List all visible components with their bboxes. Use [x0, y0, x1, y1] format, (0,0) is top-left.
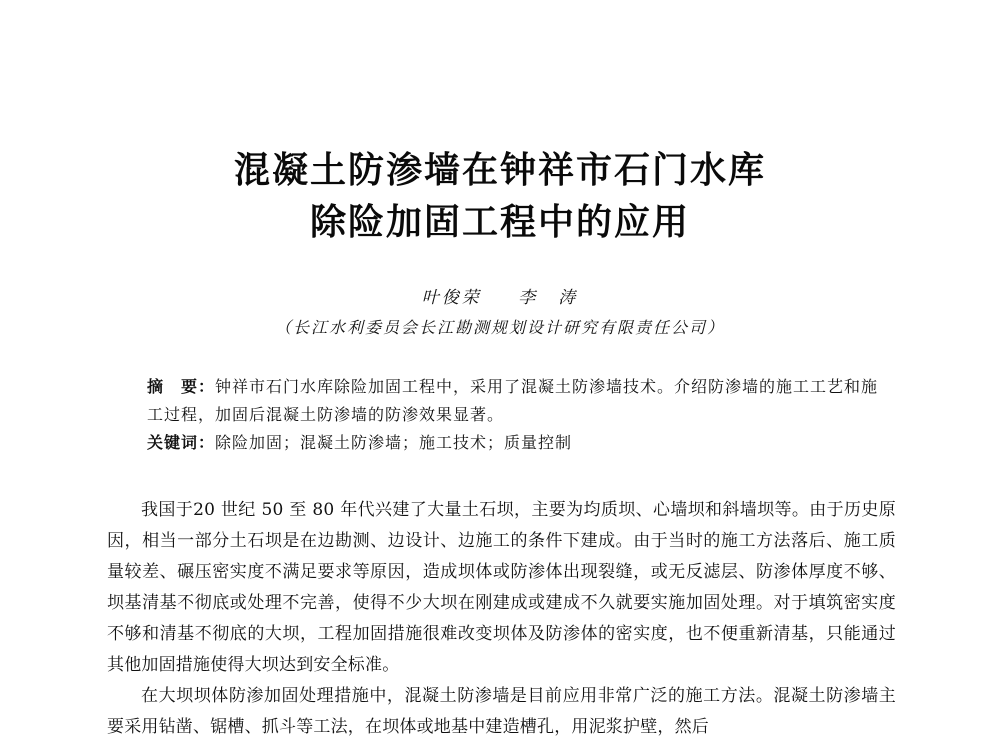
author-affiliation: （长江水利委员会长江勘测规划设计研究有限责任公司） — [274, 318, 725, 337]
body-paragraph: 在大坝坝体防渗加固处理措施中，混凝土防渗墙是目前应用非常广泛的施工方法。混凝土防渗墙主要采用钻凿、锯槽、抓斗等工法，在坝体或地基中建造槽孔，用泥浆护壁，然后 — [107, 686, 896, 737]
keywords-text: 除险加固；混凝土防渗墙；施工技术；质量控制 — [215, 433, 573, 452]
abstract-text: 钟祥市石门水库除险加固工程中，采用了混凝土防渗墙技术。介绍防渗墙的施工工艺和施工过程，加固后混凝土防渗墙的防渗效果显著。 — [147, 377, 879, 424]
keywords — [147, 430, 572, 453]
author-name: 李 涛 — [518, 288, 579, 308]
abstract-paragraph — [107, 373, 894, 429]
body-paragraph: 我国于20 世纪 50 至 80 年代兴建了大量土石坝，主要为均质坝、心墙坝和斜墙坝等。由于历史原因，相当一部分土石坝是在边勘测、边设计、边施工的条件下建成。由于当时的施工方法落后、施工质量较差、碾压密实度不满足要求等原因，造成坝体或防渗体出现裂缝，或无反滤层、防渗体厚度不够、坝基清基不彻底或处理不完善，使得不少大坝在刚建成或建成不久就要实施加固处理。对于填筑密实度不够和清基不彻底的大坝，工程加固措施很难改变坝体及防渗体的密实度，也不便重新清基，只能通过其他加固措施使得大坝达到安全标准。 — [107, 500, 896, 675]
paper-title-line-2: 除险加固工程中的应用 — [309, 202, 690, 243]
author-list — [0, 283, 1000, 308]
abstract — [107, 373, 894, 429]
abstract-label: 摘 要： — [147, 377, 216, 396]
author-name: 叶俊荣 — [421, 288, 482, 308]
paper-title-line-1: 混凝土防渗墙在钟祥市石门水库 — [233, 150, 766, 191]
keywords-label: 关键词： — [147, 433, 216, 452]
body-text — [107, 495, 896, 743]
